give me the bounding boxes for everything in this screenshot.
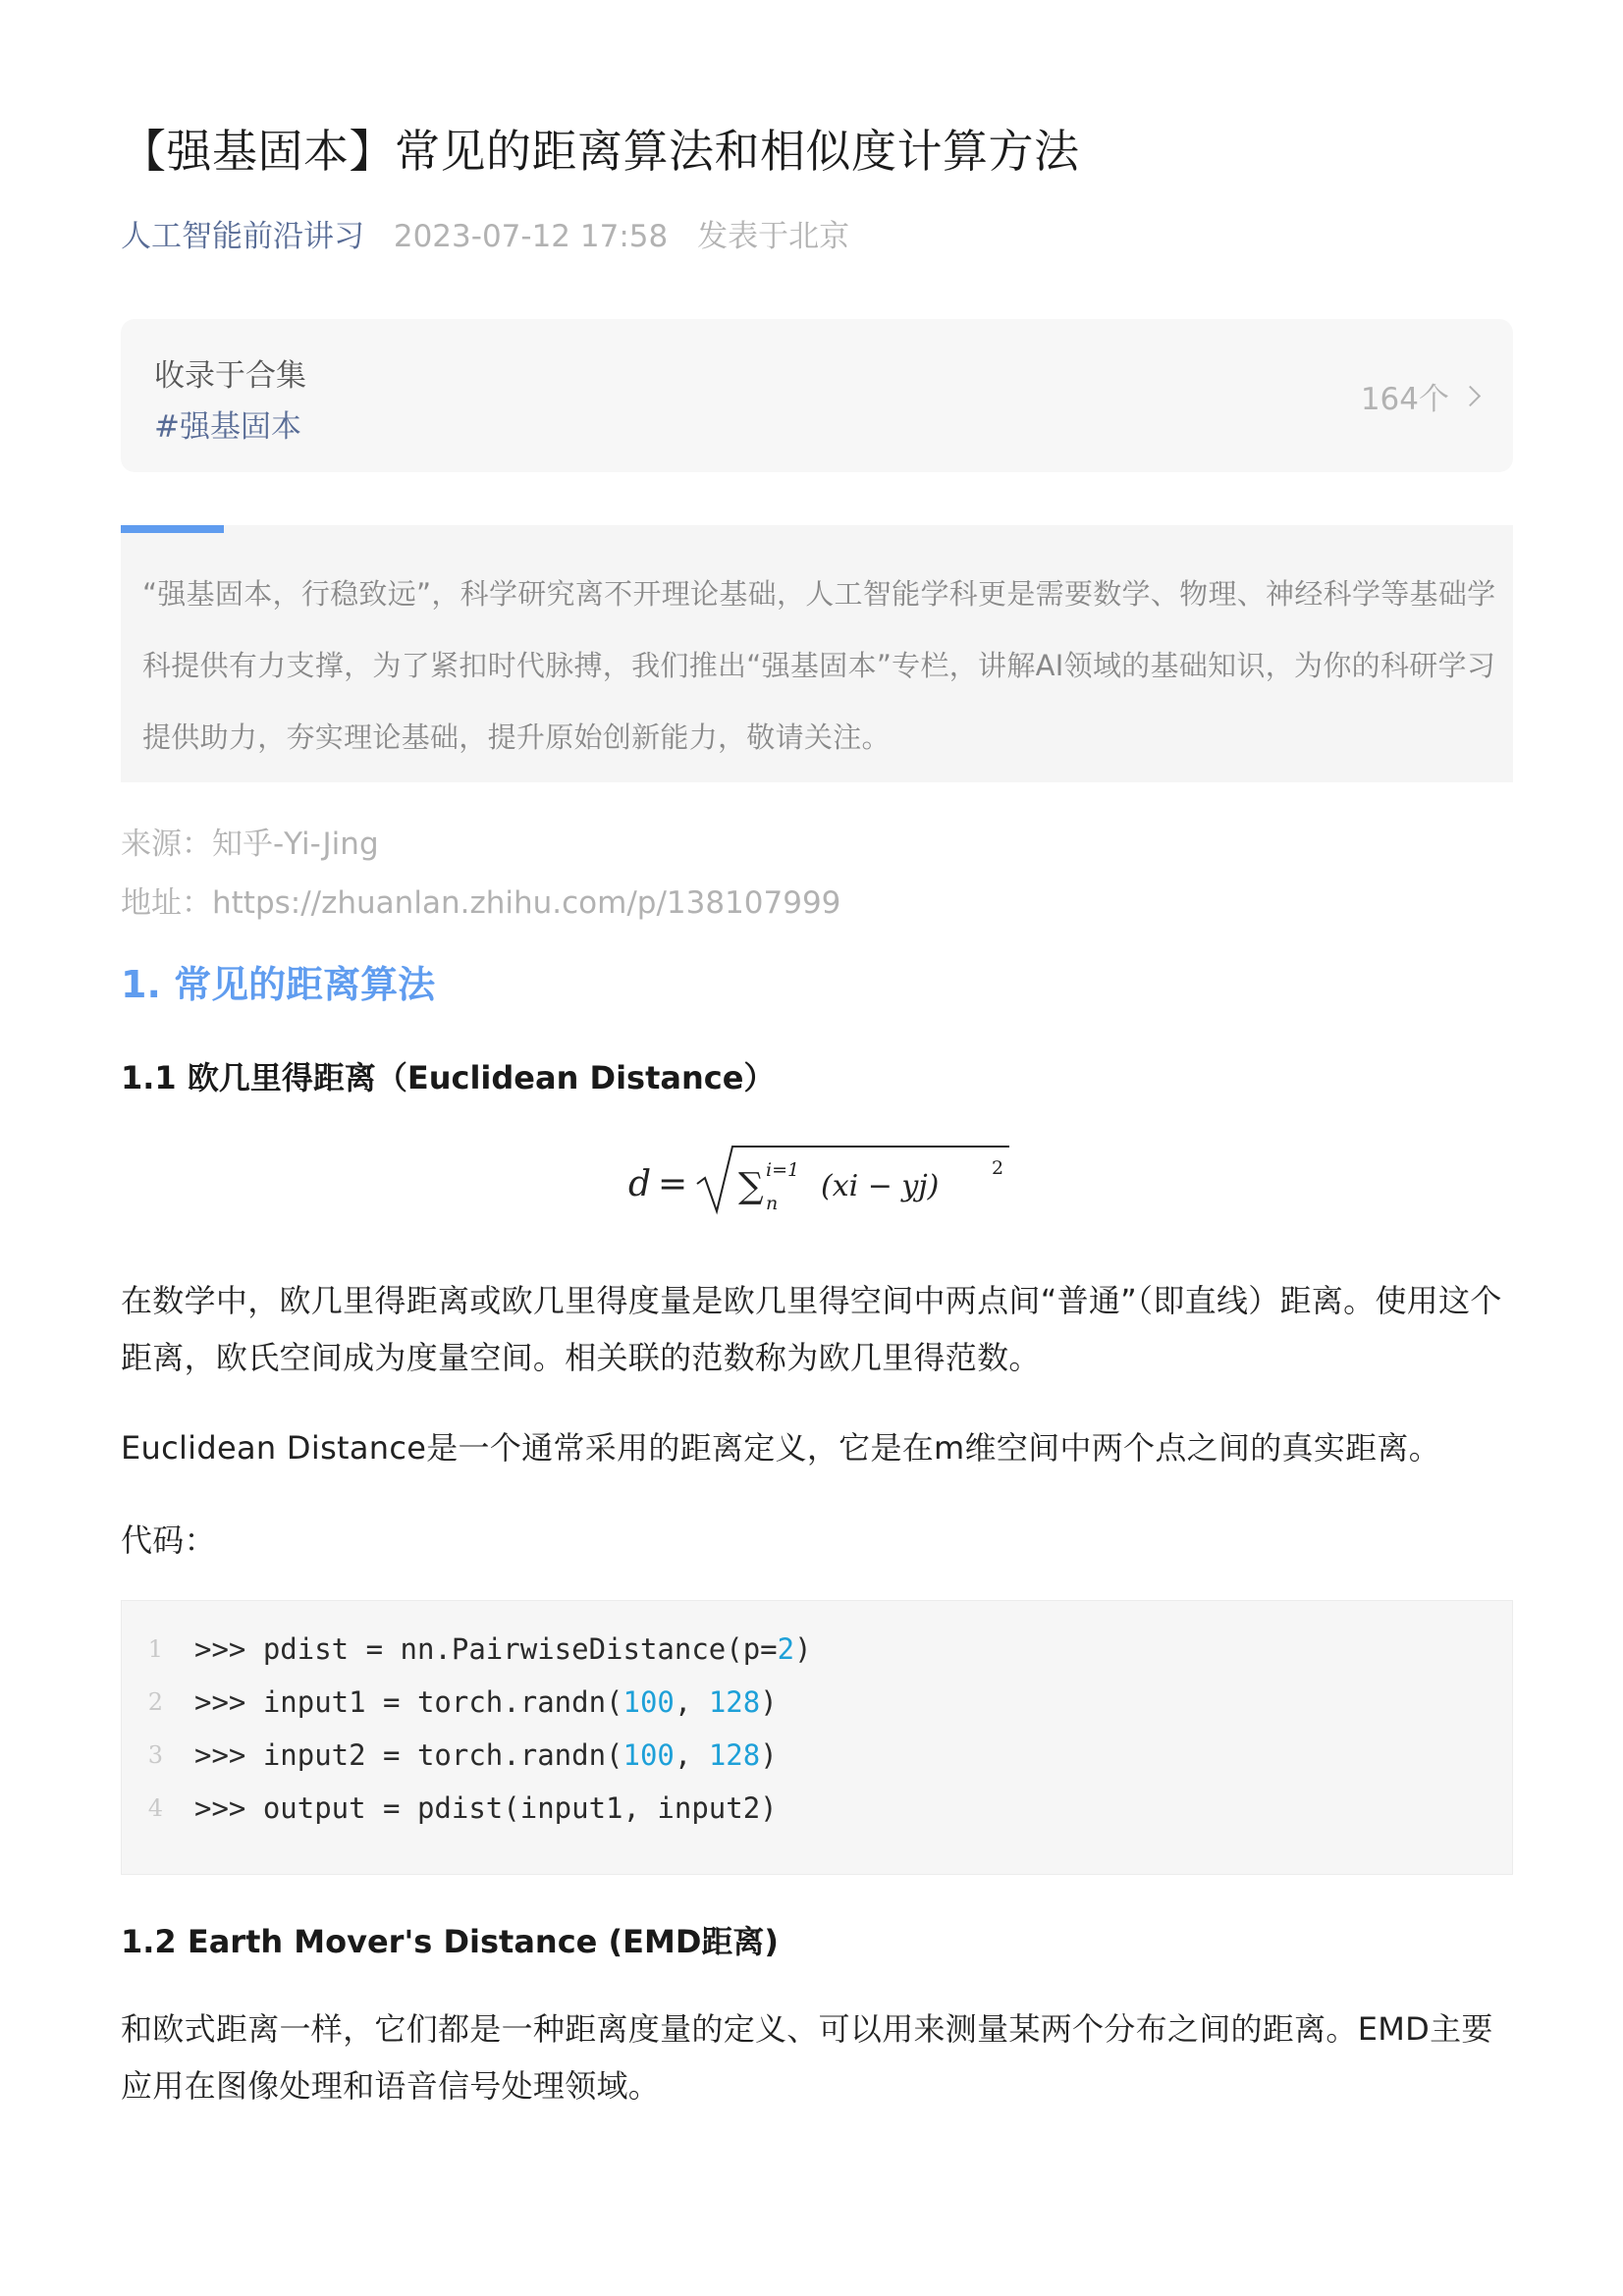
source-origin: 来源：知乎-Yi-Jing [121,827,379,862]
subsection-heading-euclidean: 1.1 欧几里得距离（Euclidean Distance） [121,1059,776,1096]
sum-upper-limit: i=1 [766,1159,800,1181]
code-block[interactable] [121,1600,1513,1875]
subsection-heading-emd: 1.2 Earth Mover's Distance (EMD距离) [121,1923,780,1960]
code-line: 2 >>> input1 = torch.randn( 100 , 128 ) [122,1676,778,1729]
article-title: 【强基固本】常见的距离算法和相似度计算方法 [121,125,1080,178]
euclidean-paragraph-1: 在数学中，欧几里得距离或欧几里得度量是欧几里得空间中两点间“普通”（即直线）距离。使用这个距离，欧氏空间成为度量空间。相关联的范数称为欧几里得范数。 [121,1282,1502,1376]
intro-box [121,525,1513,782]
article-meta [121,211,849,255]
euclidean-formula [628,1139,1011,1217]
collection-count-text: 164个 [1360,382,1449,417]
sum-symbol: ∑ [738,1166,764,1206]
code-line: 4 >>> output = pdist(input1, input2) [122,1782,778,1835]
section-heading: 1. 常见的距离算法 [121,963,436,1006]
line-number: 4 [147,1794,163,1822]
publish-location: 发表于北京 [697,219,850,254]
source-address[interactable]: 地址：https://zhuanlan.zhihu.com/p/138107999 [121,885,841,921]
formula-body: (xi − yj) [821,1169,940,1203]
collection-count[interactable] [1361,374,1478,418]
euclidean-paragraph-2: Euclidean Distance是一个通常采用的距离定义，它是在m维空间中两个点之间的真实距离。 [121,1429,1441,1467]
line-number: 3 [147,1741,163,1769]
emd-paragraph: 和欧式距离一样，它们都是一种距离度量的定义、可以用来测量某两个分布之间的距离。EMD主要应用在图像处理和语音信号处理领域。 [121,2010,1493,2105]
intro-accent-bar [121,525,224,533]
collection-label: 收录于合集 [154,358,306,394]
code-label: 代码： [121,1522,216,1559]
formula-exponent: 2 [992,1157,1004,1179]
line-number: 2 [147,1688,163,1716]
code-line: 3 >>> input2 = torch.randn( 100 , 128 ) [122,1729,778,1782]
line-number: 1 [147,1635,163,1663]
formula-lhs: d [628,1164,652,1204]
intro-text: “强基固本，行稳致远”，科学研究离不开理论基础，人工智能学科更是需要数学、物理、神经科学等基础学科提供有力支撑，为了紧扣时代脉搏，我们推出“强基固本”专栏，讲解AI领域的基础知识，为你的科研学习提供助力，夯实理论基础，提升原始创新能力，敬请关注。 [142,577,1496,754]
source-block [121,815,840,933]
chevron-right-icon [1460,386,1481,406]
publish-date: 2023-07-12 17:58 [393,219,669,254]
formula-equals: = [658,1164,688,1204]
sum-lower-limit: n [766,1193,779,1214]
collection-card[interactable] [121,319,1513,472]
collection-tag[interactable]: #强基固本 [154,409,301,445]
code-line: 1 >>> pdist = nn.PairwiseDistance(p= 2 ) [122,1623,812,1676]
author-link[interactable]: 人工智能前沿讲习 [121,219,364,254]
